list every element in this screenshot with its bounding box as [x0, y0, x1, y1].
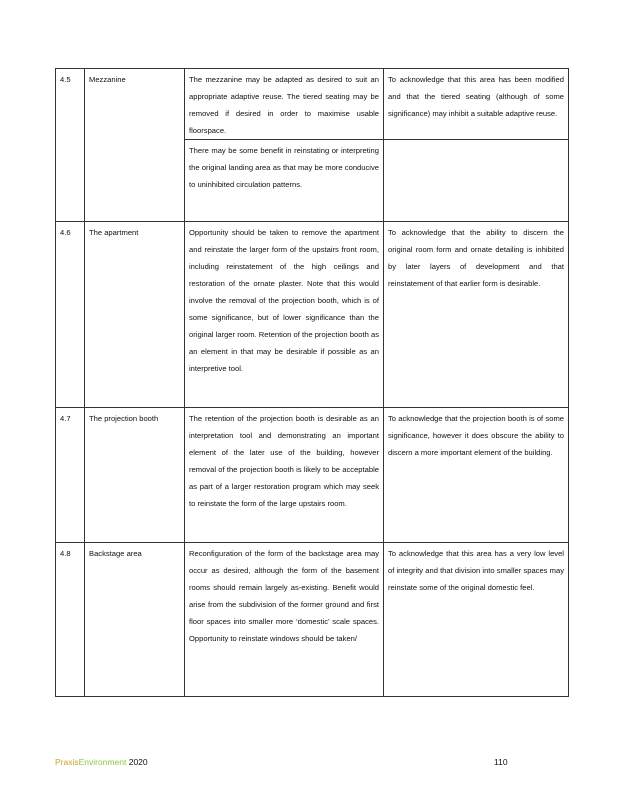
row-number: 4.8: [56, 543, 85, 697]
brand-name-environment: Environment: [78, 757, 127, 767]
page-number: 110: [494, 757, 508, 767]
element-name: The projection booth: [85, 408, 185, 543]
row-number: 4.7: [56, 408, 85, 543]
guideline-text: To acknowledge that the ability to discern the original room form and ornate detailing is inhibited by later layers of development and that reinstatement of that earlier form is desirable.: [384, 222, 569, 408]
footer-year: 2020: [128, 757, 148, 767]
table-row: [56, 222, 569, 408]
policy-text: The mezzanine may be adapted as desired to suit an appropriate adaptive reuse. The tiered seating may be removed if desired in order to maximise usable floorspace.: [185, 69, 384, 140]
guideline-text: To acknowledge that this area has been modified and that the tiered seating (although of some significance) may inhibit a suitable adaptive reuse.: [384, 69, 569, 140]
footer-brand: [55, 757, 148, 767]
policy-text: Reconfiguration of the form of the backstage area may occur as desired, although the form of the basement rooms should remain largely as-existing. Benefit would arise from the subdivision of the former ground and first floor spaces into smaller more ‘domestic’ scale spaces. Opportunity to reinstate windows should be taken/: [185, 543, 384, 697]
guideline-text: To acknowledge that this area has a very low level of integrity and that division into smaller spaces may reinstate some of the original domestic feel.: [384, 543, 569, 697]
table-row: [56, 408, 569, 543]
table-row: [56, 543, 569, 697]
element-name: Mezzanine: [85, 69, 185, 222]
policy-text: Opportunity should be taken to remove the apartment and reinstate the larger form of the upstairs front room, including reinstatement of the high ceilings and restoration of the ornate plaster. Note that this would involve the removal of the projection booth, which is of some significance, but of lower significance than the original larger room. Retention of the projection booth as an element in that may be desirable if possible as an interpretive tool.: [185, 222, 384, 408]
brand-name-praxis: Praxis: [55, 757, 79, 767]
element-name: The apartment: [85, 222, 185, 408]
element-name: Backstage area: [85, 543, 185, 697]
policy-text: There may be some benefit in reinstating or interpreting the original landing area as that may be more conducive to uninhibited circulation patterns.: [185, 140, 384, 222]
table-row: [56, 69, 569, 140]
guideline-text: To acknowledge that the projection booth is of some significance, however it does obscure the ability to discern a more important element of the building.: [384, 408, 569, 543]
policy-text: The retention of the projection booth is desirable as an interpretation tool and demonstrating an important element of the later use of the building, however removal of the projection booth is likely to be acceptable as part of a larger restoration program which may seek to reinstate the form of the large upstairs room.: [185, 408, 384, 543]
conservation-policy-table: [55, 68, 569, 697]
row-number: 4.5: [56, 69, 85, 222]
empty-cell: [384, 140, 569, 222]
row-number: 4.6: [56, 222, 85, 408]
